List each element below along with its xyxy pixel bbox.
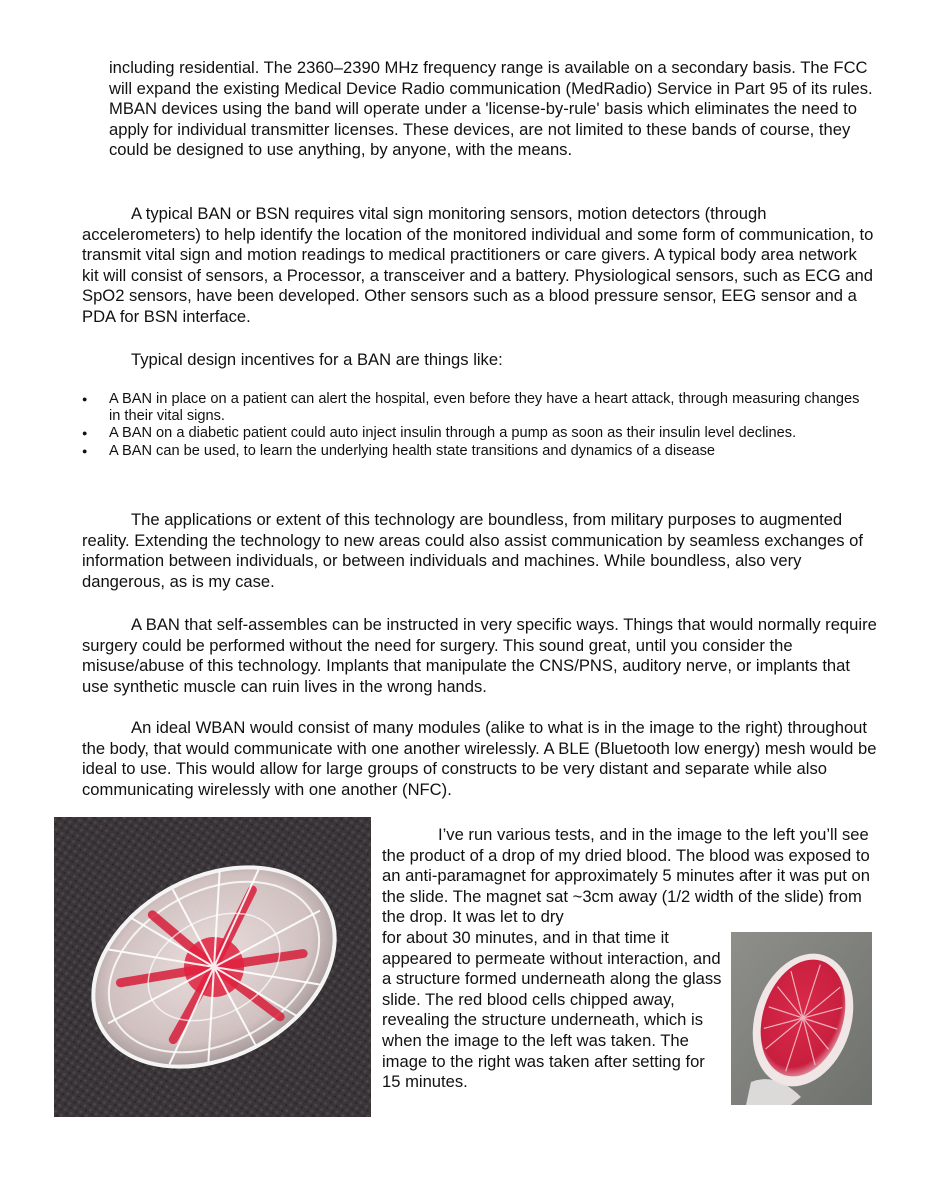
paragraph-ban-components: A typical BAN or BSN requires vital sign monitoring sensors, motion detectors (through accelerometers) to help identify the location of the monitored individual and some form of communication, to transmit vital sign and motion readings to medical practitioners or care givers. A typical body area network kit will consist of sensors, a Processor, a transceiver and a battery. Physiological sensors, such as ECG and SpO2 sensors, have been developed. Other sensors such as a blood pressure sensor, EEG sensor and a PDA for BSN interface. (82, 204, 874, 326)
paragraph-blood-test-detail: for about 30 minutes, and in that time it appeared to permeate without interaction, and a structure formed underneath along the glass slide. The red blood cells chipped away, revealing the structure underneath, which is when the image to the left was taken. The image to the right was taken after setting for 15 minutes. (382, 928, 722, 1092)
paragraph-blood-test-intro: I’ve run various tests, and in the image to the left you’ll see the product of a drop of my dried blood. The blood was exposed to an anti-paramagnet for approximately 5 minutes after it was put on the slide. The magnet sat ~3cm away (1/2 width of the slide) from the drop. It was let to dry (382, 825, 870, 927)
paragraph-frequency: including residential. The 2360–2390 MHz frequency range is available on a secondary basis. The FCC will expand the existing Medical Device Radio communication (MedRadio) Service in Part 95 of its rules. MBAN devices using the band will operate under a 'license-by-rule' basis which eliminates the need to apply for individual transmitter licenses. These devices, are not limited to these bands of course, they could be designed to use anything, by anyone, with the means. (109, 58, 873, 160)
list-item: ● A BAN on a diabetic patient could auto inject insulin through a pump as soon as their insulin level declines. (82, 425, 872, 442)
blood-drop-photo-left (54, 817, 371, 1117)
list-item: ● A BAN in place on a patient can alert the hospital, even before they have a heart attack, through measuring changes in their vital signs. (82, 391, 872, 425)
paragraph-applications: The applications or extent of this technology are boundless, from military purposes to augmented reality. Extending the technology to new areas could also assist communication by seamless exchanges of information between individuals, or between individuals and machines. While boundless, also very dangerous, as is my case. (82, 510, 863, 591)
paragraph-self-assembly: A BAN that self-assembles can be instructed in very specific ways. Things that would normally require surgery could be performed without the need for surgery. This sound great, until you consider the misuse/abuse of this technology. Implants that manipulate the CNS/PNS, auditory nerve, or implants that use synthetic muscle can ruin lives in the wrong hands. (82, 615, 877, 696)
paragraph-design-incentives: Typical design incentives for a BAN are things like: (131, 350, 503, 369)
blood-spot-photo-right (731, 932, 872, 1105)
paragraph-wban: An ideal WBAN would consist of many modules (alike to what is in the image to the right) throughout the body, that would communicate with one another wirelessly. A BLE (Bluetooth low energy) mesh would be ideal to use. This would allow for large groups of constructs to be very distant and separate while also communicating wirelessly with one another (NFC). (82, 718, 877, 799)
list-item: ● A BAN can be used, to learn the underlying health state transitions and dynamics of a disease (82, 443, 872, 460)
incentive-list (82, 391, 872, 460)
